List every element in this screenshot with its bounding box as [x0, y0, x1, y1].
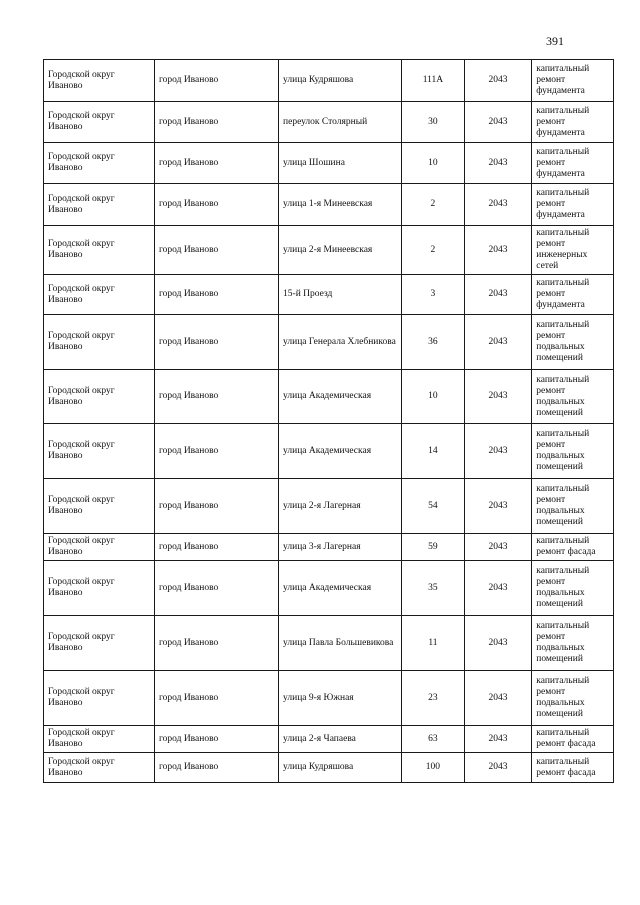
- year-cell: 2043: [464, 671, 532, 726]
- page-number: 391: [546, 34, 564, 48]
- work-type-cell: капитальный ремонт подвальных помещений: [532, 616, 614, 671]
- year-cell: 2043: [464, 226, 532, 275]
- year-cell: 2043: [464, 184, 532, 226]
- city-cell: город Иваново: [154, 143, 278, 184]
- city-cell: город Иваново: [154, 60, 278, 102]
- city-cell: город Иваново: [154, 561, 278, 616]
- city-cell: город Иваново: [154, 315, 278, 370]
- year-cell: 2043: [464, 726, 532, 753]
- district-cell: Городской округ Иваново: [44, 726, 155, 753]
- district-cell: Городской округ Иваново: [44, 671, 155, 726]
- house-cell: 54: [402, 479, 465, 534]
- district-cell: Городской округ Иваново: [44, 561, 155, 616]
- work-type-cell: капитальный ремонт подвальных помещений: [532, 370, 614, 424]
- district-cell: Городской округ Иваново: [44, 753, 155, 783]
- year-cell: 2043: [464, 370, 532, 424]
- house-cell: 111А: [402, 60, 465, 102]
- work-type-cell: капитальный ремонт фасада: [532, 753, 614, 783]
- street-cell: улица 2-я Лагерная: [279, 479, 402, 534]
- year-cell: 2043: [464, 424, 532, 479]
- district-cell: Городской округ Иваново: [44, 616, 155, 671]
- table-row: [44, 102, 614, 143]
- year-cell: 2043: [464, 315, 532, 370]
- house-cell: 11: [402, 616, 465, 671]
- street-cell: улица Генерала Хлебникова: [279, 315, 402, 370]
- table-row: [44, 561, 614, 616]
- city-cell: город Иваново: [154, 726, 278, 753]
- house-cell: 59: [402, 534, 465, 561]
- street-cell: улица Кудряшова: [279, 60, 402, 102]
- work-type-cell: капитальный ремонт фундамента: [532, 60, 614, 102]
- city-cell: город Иваново: [154, 616, 278, 671]
- street-cell: улица Кудряшова: [279, 753, 402, 783]
- district-cell: Городской округ Иваново: [44, 143, 155, 184]
- city-cell: город Иваново: [154, 226, 278, 275]
- district-cell: Городской округ Иваново: [44, 226, 155, 275]
- year-cell: 2043: [464, 102, 532, 143]
- house-cell: 36: [402, 315, 465, 370]
- work-type-cell: капитальный ремонт подвальных помещений: [532, 561, 614, 616]
- table-row: [44, 671, 614, 726]
- district-cell: Городской округ Иваново: [44, 315, 155, 370]
- house-cell: 2: [402, 226, 465, 275]
- table-row: [44, 184, 614, 226]
- work-type-cell: капитальный ремонт фасада: [532, 726, 614, 753]
- street-cell: улица Академическая: [279, 370, 402, 424]
- table-row: [44, 479, 614, 534]
- house-cell: 63: [402, 726, 465, 753]
- street-cell: улица 9-я Южная: [279, 671, 402, 726]
- repair-schedule-table: [43, 59, 614, 783]
- street-cell: улица 1-я Минеевская: [279, 184, 402, 226]
- table-row: [44, 616, 614, 671]
- year-cell: 2043: [464, 479, 532, 534]
- table-row: [44, 60, 614, 102]
- house-cell: 10: [402, 143, 465, 184]
- work-type-cell: капитальный ремонт фундамента: [532, 184, 614, 226]
- street-cell: улица 3-я Лагерная: [279, 534, 402, 561]
- work-type-cell: капитальный ремонт инженерных сетей: [532, 226, 614, 275]
- year-cell: 2043: [464, 616, 532, 671]
- city-cell: город Иваново: [154, 479, 278, 534]
- city-cell: город Иваново: [154, 102, 278, 143]
- district-cell: Городской округ Иваново: [44, 534, 155, 561]
- street-cell: улица 2-я Минеевская: [279, 226, 402, 275]
- work-type-cell: капитальный ремонт фасада: [532, 534, 614, 561]
- city-cell: город Иваново: [154, 370, 278, 424]
- table-row: [44, 143, 614, 184]
- street-cell: улица Академическая: [279, 561, 402, 616]
- year-cell: 2043: [464, 561, 532, 616]
- district-cell: Городской округ Иваново: [44, 102, 155, 143]
- year-cell: 2043: [464, 143, 532, 184]
- district-cell: Городской округ Иваново: [44, 184, 155, 226]
- district-cell: Городской округ Иваново: [44, 275, 155, 315]
- city-cell: город Иваново: [154, 275, 278, 315]
- house-cell: 30: [402, 102, 465, 143]
- street-cell: улица Академическая: [279, 424, 402, 479]
- street-cell: улица Павла Большевикова: [279, 616, 402, 671]
- table-body: [44, 60, 614, 783]
- city-cell: город Иваново: [154, 184, 278, 226]
- district-cell: Городской округ Иваново: [44, 424, 155, 479]
- street-cell: 15-й Проезд: [279, 275, 402, 315]
- year-cell: 2043: [464, 534, 532, 561]
- table-row: [44, 424, 614, 479]
- street-cell: переулок Столярный: [279, 102, 402, 143]
- city-cell: город Иваново: [154, 671, 278, 726]
- street-cell: улица 2-я Чапаева: [279, 726, 402, 753]
- house-cell: 23: [402, 671, 465, 726]
- district-cell: Городской округ Иваново: [44, 60, 155, 102]
- district-cell: Городской округ Иваново: [44, 479, 155, 534]
- house-cell: 10: [402, 370, 465, 424]
- house-cell: 14: [402, 424, 465, 479]
- street-cell: улица Шошина: [279, 143, 402, 184]
- year-cell: 2043: [464, 275, 532, 315]
- table-row: [44, 726, 614, 753]
- district-cell: Городской округ Иваново: [44, 370, 155, 424]
- year-cell: 2043: [464, 60, 532, 102]
- table-row: [44, 534, 614, 561]
- house-cell: 3: [402, 275, 465, 315]
- table-row: [44, 315, 614, 370]
- year-cell: 2043: [464, 753, 532, 783]
- house-cell: 35: [402, 561, 465, 616]
- table-row: [44, 370, 614, 424]
- work-type-cell: капитальный ремонт фундамента: [532, 102, 614, 143]
- house-cell: 100: [402, 753, 465, 783]
- work-type-cell: капитальный ремонт подвальных помещений: [532, 315, 614, 370]
- city-cell: город Иваново: [154, 534, 278, 561]
- table-row: [44, 275, 614, 315]
- work-type-cell: капитальный ремонт подвальных помещений: [532, 479, 614, 534]
- work-type-cell: капитальный ремонт фундамента: [532, 275, 614, 315]
- work-type-cell: капитальный ремонт подвальных помещений: [532, 671, 614, 726]
- table-row: [44, 753, 614, 783]
- city-cell: город Иваново: [154, 424, 278, 479]
- city-cell: город Иваново: [154, 753, 278, 783]
- work-type-cell: капитальный ремонт подвальных помещений: [532, 424, 614, 479]
- table-row: [44, 226, 614, 275]
- house-cell: 2: [402, 184, 465, 226]
- work-type-cell: капитальный ремонт фундамента: [532, 143, 614, 184]
